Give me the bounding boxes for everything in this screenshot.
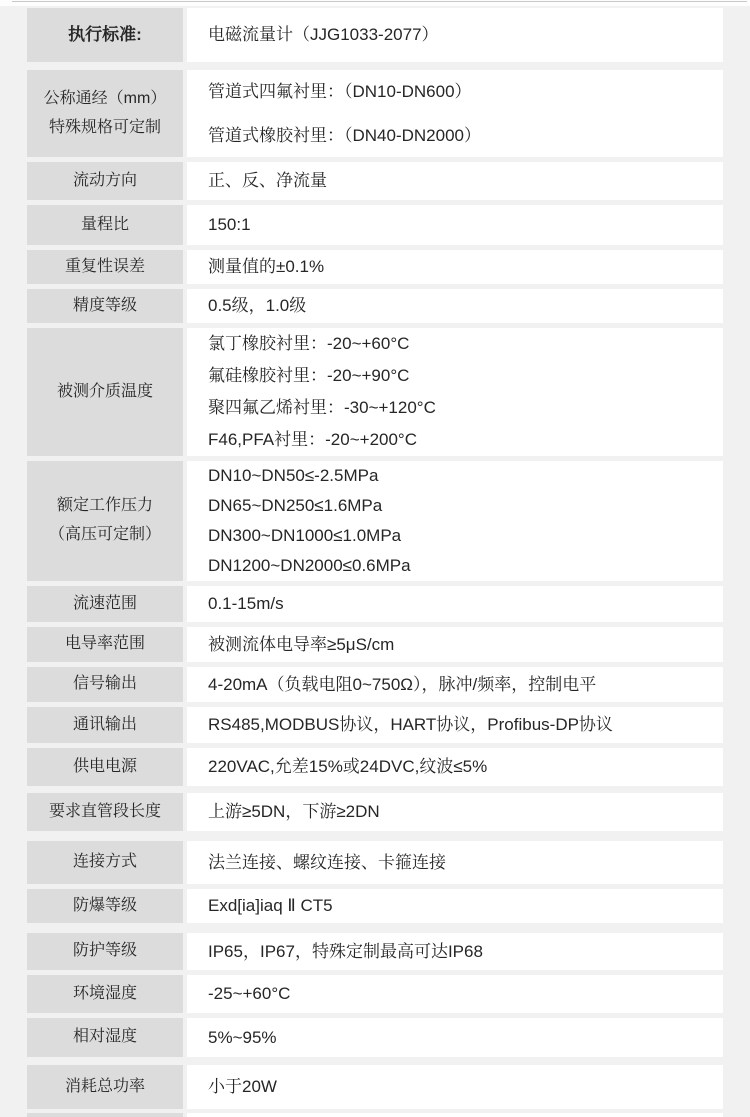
spec-label: 供电电源	[72, 757, 137, 775]
spec-value-cell	[187, 70, 723, 157]
top-divider	[0, 0, 750, 6]
spec-value-cell	[187, 933, 723, 970]
spec-label-cell	[27, 205, 183, 245]
spec-value-cell	[187, 461, 723, 581]
spec-label: （高压可定制）	[48, 526, 161, 543]
spec-label: 特殊规格可定制	[48, 118, 161, 136]
spec-label-cell	[27, 8, 183, 62]
spec-value-line: 测量值的±0.1%	[208, 257, 325, 277]
spec-value-line: 被测流体电导率≥5μS/cm	[208, 634, 395, 654]
spec-label-cell	[27, 70, 183, 157]
spec-table	[0, 6, 750, 1117]
spec-label: 要求直管段长度	[48, 802, 161, 820]
spec-value-line: 150:1	[208, 215, 251, 235]
spec-label: 信号输出	[72, 675, 137, 693]
spec-value-line: 5%~95%	[208, 1027, 277, 1047]
spec-label: 环境湿度	[72, 984, 137, 1002]
spec-row	[27, 748, 723, 786]
spec-value-cell	[187, 841, 723, 884]
spec-value-line: 电磁流量计（JJG1033-2077）	[208, 25, 439, 45]
spec-label-cell	[27, 461, 183, 581]
spec-label: 重复性误差	[64, 257, 145, 275]
spec-row	[27, 1018, 723, 1057]
spec-value-cell	[187, 586, 723, 622]
spec-label-cell	[27, 667, 183, 702]
spec-label: 被测介质温度	[56, 382, 153, 400]
spec-row	[27, 667, 723, 702]
spec-value-cell	[187, 707, 723, 743]
spec-label: 执行标准:	[68, 24, 142, 44]
spec-label-cell	[27, 250, 183, 284]
spec-label-cell	[27, 328, 183, 456]
spec-row	[27, 793, 723, 831]
spec-label-cell	[27, 586, 183, 622]
spec-label: 量程比	[80, 215, 129, 233]
spec-value-cell	[187, 975, 723, 1013]
spec-value-line: DN300~DN1000≤1.0MPa	[208, 526, 402, 546]
spec-value-line: -25~+60°C	[208, 984, 291, 1004]
spec-label: 防爆等级	[72, 896, 137, 914]
spec-value-line: 上游≥5DN，下游≥2DN	[208, 802, 380, 822]
spec-label-cell	[27, 889, 183, 923]
spec-value-cell	[187, 748, 723, 786]
spec-label: 防护等级	[72, 942, 137, 960]
spec-label: 相对湿度	[72, 1028, 137, 1046]
spec-row	[27, 162, 723, 200]
spec-label: 额定工作压力	[56, 497, 153, 515]
spec-label-cell	[27, 841, 183, 884]
spec-label: 电导率范围	[64, 635, 145, 653]
spec-row	[27, 627, 723, 662]
spec-row	[27, 975, 723, 1013]
spec-label-cell	[27, 793, 183, 831]
spec-row	[27, 933, 723, 970]
spec-label: 流动方向	[72, 171, 137, 189]
spec-row	[27, 1065, 723, 1109]
spec-value-line: 0.5级，1.0级	[208, 296, 307, 316]
spec-label-cell	[27, 1113, 183, 1117]
spec-value-cell	[187, 1065, 723, 1109]
top-divider-line	[12, 1, 747, 2]
spec-value-cell	[187, 328, 723, 456]
spec-value-cell	[187, 205, 723, 245]
spec-row	[27, 328, 723, 456]
spec-value-line: DN10~DN50≤-2.5MPa	[208, 466, 379, 486]
spec-label: 消耗总功率	[64, 1077, 145, 1095]
spec-value-line: F46,PFA衬里：-20~+200°C	[208, 430, 418, 450]
spec-value-cell	[187, 1018, 723, 1057]
spec-row	[27, 841, 723, 884]
spec-row	[27, 250, 723, 284]
spec-value-cell	[187, 8, 723, 62]
spec-label: 流速范围	[72, 594, 137, 612]
spec-value-line: RS485,MODBUS协议，HART协议，Profibus-DP协议	[208, 715, 613, 735]
spec-label: 连接方式	[72, 853, 137, 871]
spec-value-line: 0.1-15m/s	[208, 594, 284, 614]
spec-value-line: 4-20mA（负载电阻0~750Ω），脉冲/频率，控制电平	[208, 674, 597, 694]
spec-value-line: 小于20W	[208, 1077, 277, 1097]
spec-value-line: 220VAC,允差15%或24DVC,纹波≤5%	[208, 757, 488, 777]
spec-label: 通讯输出	[72, 715, 137, 733]
spec-value-line: 管道式四氟衬里：（DN10-DN600）	[208, 82, 472, 102]
spec-label-cell	[27, 162, 183, 200]
spec-row	[27, 289, 723, 323]
spec-row	[27, 586, 723, 622]
spec-value-line: DN1200~DN2000≤0.6MPa	[208, 556, 411, 576]
spec-label-cell	[27, 289, 183, 323]
spec-label-cell	[27, 1018, 183, 1057]
spec-label-cell	[27, 707, 183, 743]
spec-row	[27, 707, 723, 743]
spec-value-cell	[187, 667, 723, 702]
spec-value-cell	[187, 889, 723, 923]
spec-value-line: 聚四氟乙烯衬里：-30~+120°C	[208, 398, 436, 418]
spec-label: 精度等级	[72, 296, 137, 314]
spec-value-cell	[187, 627, 723, 662]
spec-value-cell	[187, 1113, 723, 1117]
spec-row	[27, 8, 723, 62]
spec-value-line: Exd[ia]iaq Ⅱ CT5	[208, 896, 333, 916]
spec-row-partial	[27, 1113, 723, 1117]
spec-value-line: 法兰连接、螺纹连接、卡箍连接	[208, 852, 446, 872]
spec-row	[27, 205, 723, 245]
spec-label-cell	[27, 1065, 183, 1109]
spec-row	[27, 70, 723, 157]
spec-value-line: 氯丁橡胶衬里：-20~+60°C	[208, 334, 410, 354]
spec-label-cell	[27, 933, 183, 970]
spec-value-cell	[187, 793, 723, 831]
spec-label-cell	[27, 627, 183, 662]
spec-value-cell	[187, 250, 723, 284]
spec-label-cell	[27, 975, 183, 1013]
spec-value-line: 管道式橡胶衬里：（DN40-DN2000）	[208, 125, 481, 145]
spec-label: 公称通经（mm）	[43, 89, 167, 107]
spec-value-line: IP65，IP67，特殊定制最高可达IP68	[208, 941, 483, 961]
spec-label-cell	[27, 748, 183, 786]
spec-value-line: 氟硅橡胶衬里：-20~+90°C	[208, 366, 410, 386]
spec-row	[27, 461, 723, 581]
spec-value-line: 正、反、净流量	[208, 171, 327, 191]
spec-value-cell	[187, 289, 723, 323]
spec-row	[27, 889, 723, 923]
spec-value-line: DN65~DN250≤1.6MPa	[208, 496, 383, 516]
spec-value-cell	[187, 162, 723, 200]
